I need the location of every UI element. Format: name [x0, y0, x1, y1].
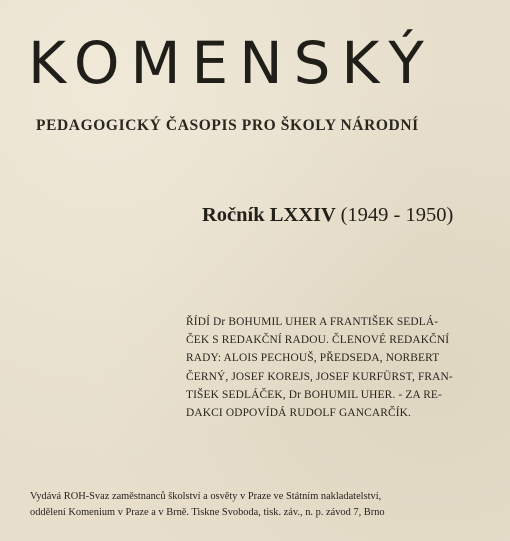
editorial-board — [186, 313, 496, 422]
publisher-imprint — [30, 489, 500, 520]
journal-subtitle: PEDAGOGICKÝ ČASOPIS PRO ŠKOLY NÁRODNÍ — [36, 117, 419, 134]
editorial-line: TIŠEK SEDLÁČEK, Dr BOHUMIL UHER. - ZA RE- — [186, 388, 442, 401]
editorial-line: RADY: ALOIS PECHOUŠ, PŘEDSEDA, NORBERT — [186, 352, 440, 365]
volume-years: (1949 - 1950) — [340, 204, 454, 226]
imprint-line: oddělení Komenium v Praze a v Brně. Tiskne Svoboda, tisk. záv., n. p. závod 7, Brno — [30, 506, 385, 518]
volume-info — [202, 204, 453, 227]
editorial-line: ČERNÝ, JOSEF KOREJS, JOSEF KURFÜRST, FRAN- — [186, 370, 453, 383]
editorial-line: DAKCI ODPOVÍDÁ RUDOLF GANCARČÍK. — [186, 407, 412, 420]
volume-label: Ročník LXXIV — [202, 204, 336, 226]
journal-title: KOMENSKÝ — [28, 29, 435, 97]
imprint-line: Vydává ROH-Svaz zaměstnanců školství a osvěty v Praze ve Státním nakladatelství, — [30, 491, 382, 502]
editorial-line: ŘÍDÍ Dr BOHUMIL UHER A FRANTIŠEK SEDLÁ- — [186, 316, 439, 328]
editorial-line: ČEK S REDAKČNÍ RADOU. ČLENOVÉ REDAKČNÍ — [186, 334, 450, 347]
